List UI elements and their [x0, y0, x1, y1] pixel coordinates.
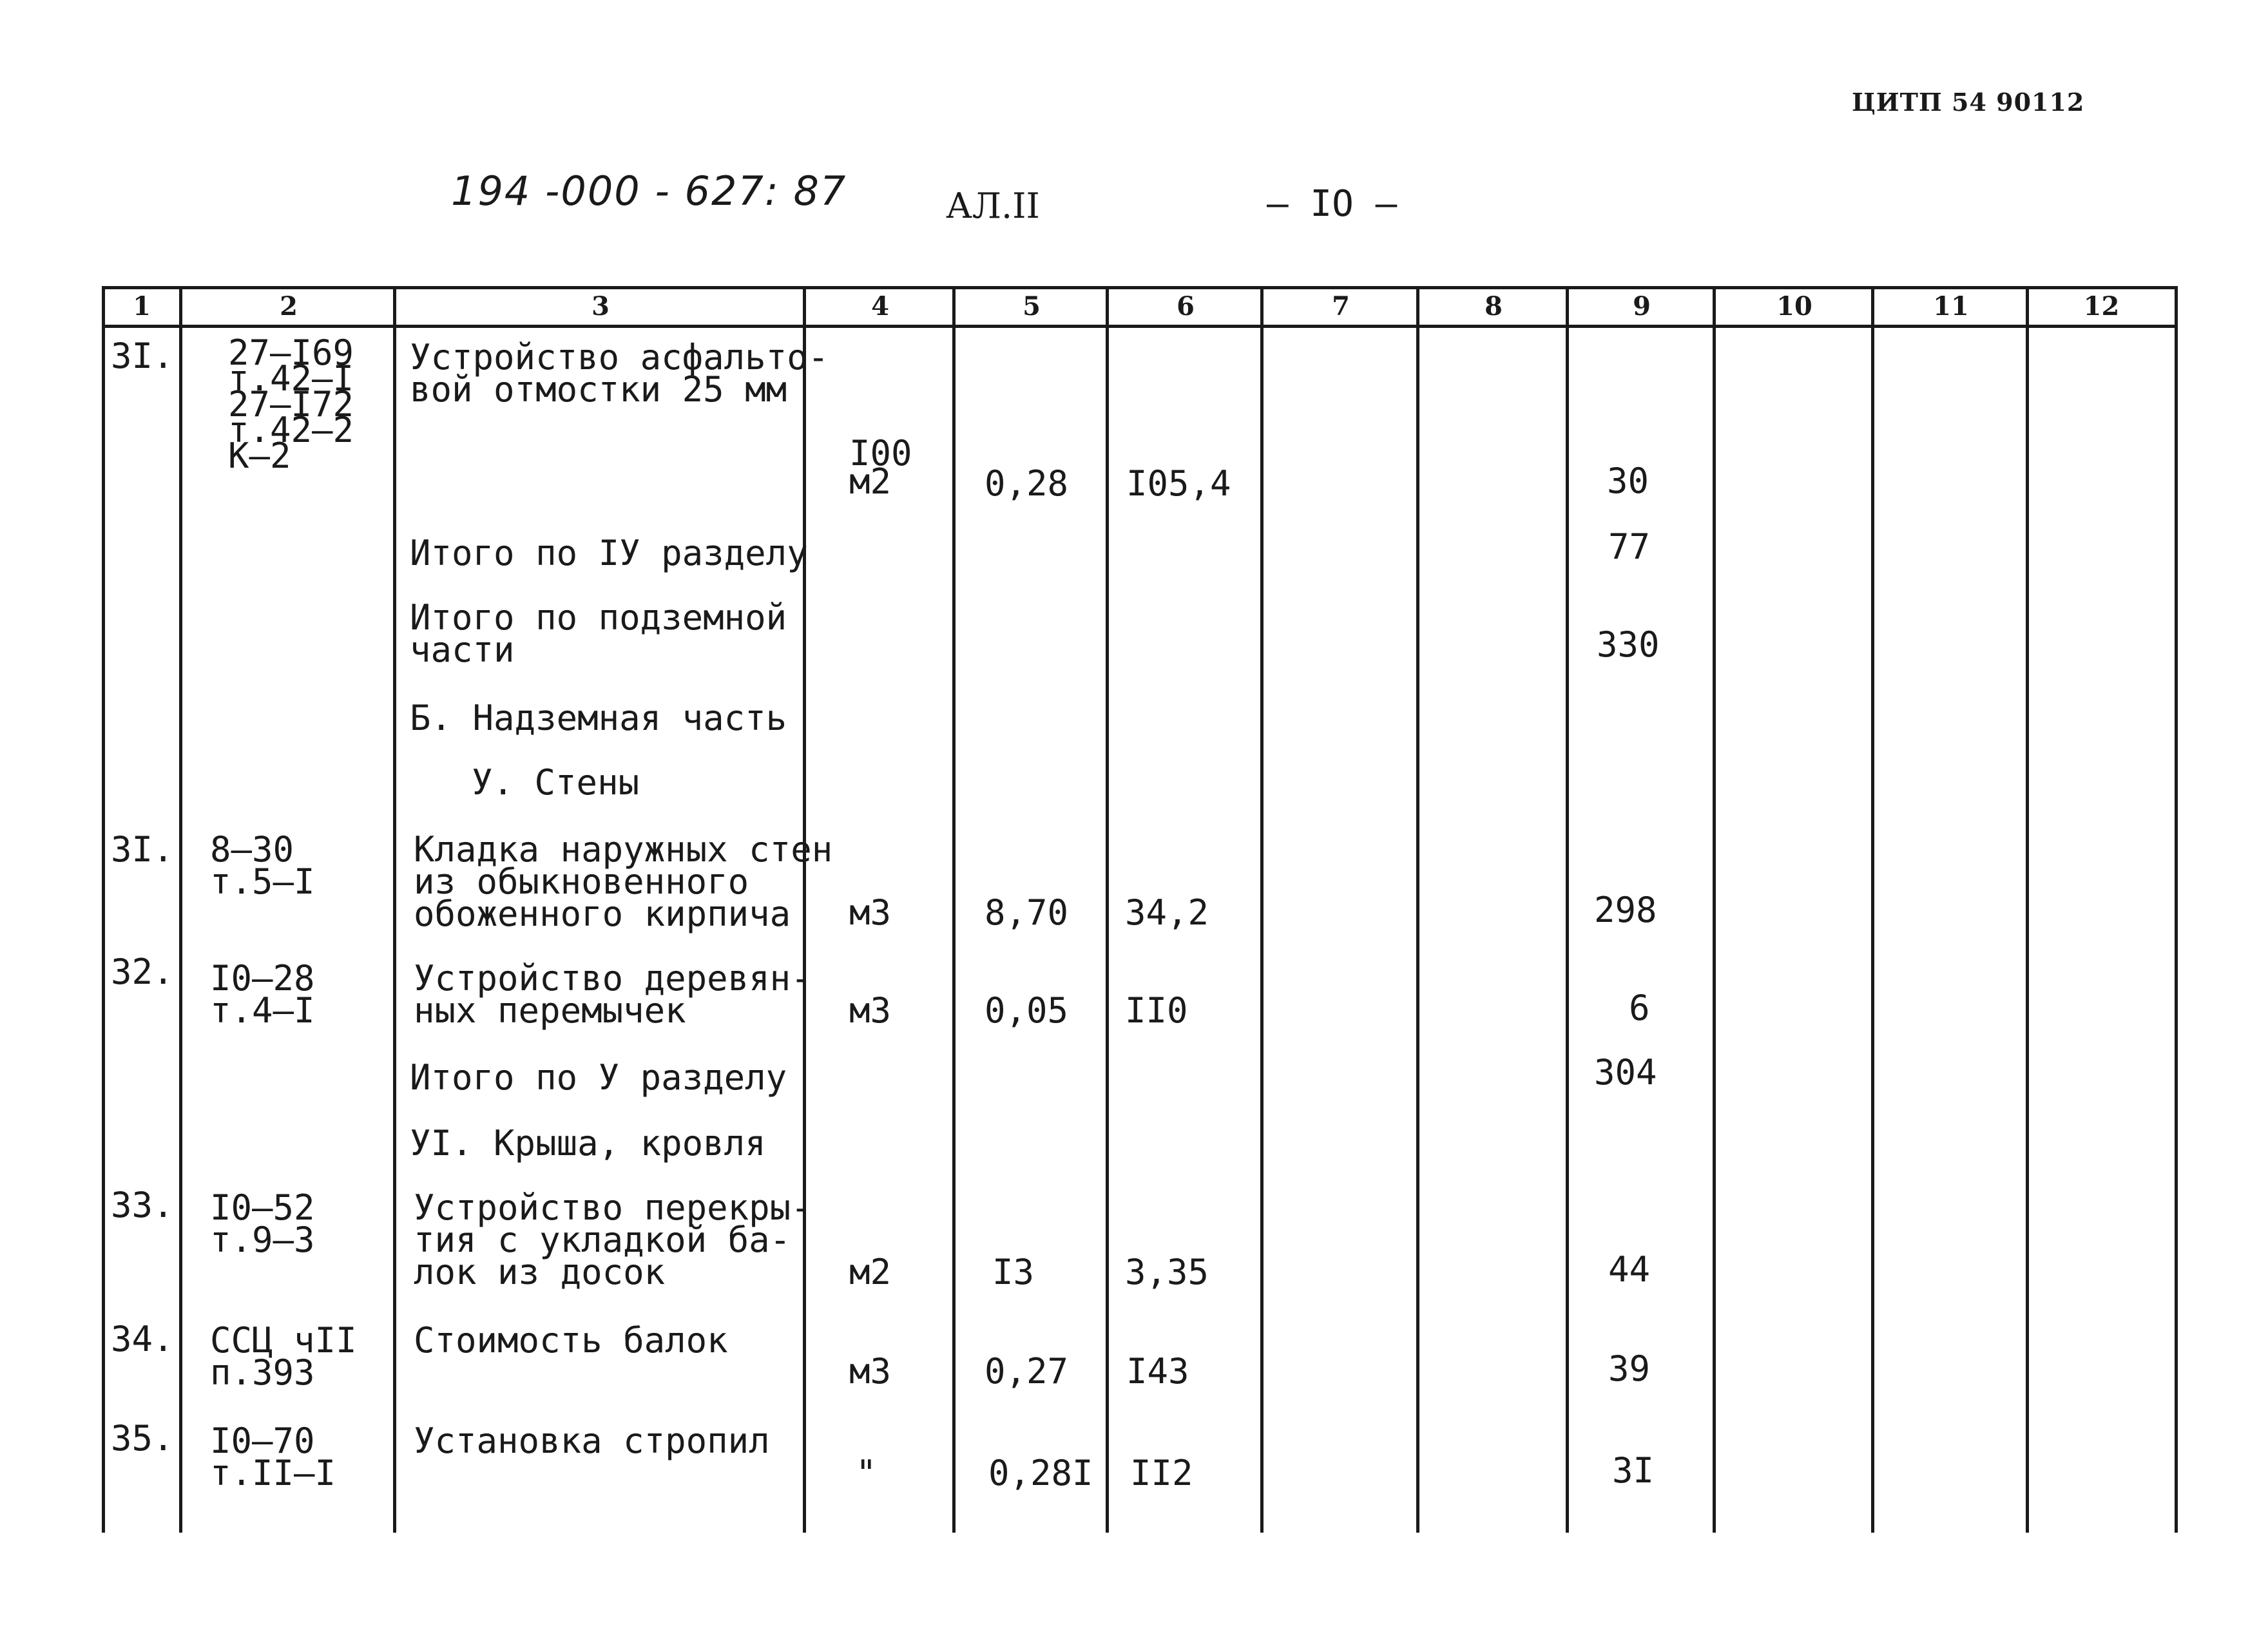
work-description: Итого по IУ разделу: [410, 533, 808, 573]
column-header: 12: [2083, 291, 2120, 321]
column-header: 11: [1933, 291, 1969, 321]
column-rule: [1713, 286, 1716, 1533]
total-cost: 330: [1597, 624, 1660, 665]
work-description: Устройство асфальто- вой отмостки 25 мм: [410, 337, 829, 410]
document-number: 194 -000 - 627: 87: [451, 168, 847, 215]
column-header: 10: [1776, 291, 1812, 321]
unit: I00 м2: [849, 433, 912, 502]
album-number: АЛ.II: [946, 186, 1040, 226]
total-cost: 298: [1594, 890, 1657, 930]
row-number: 34.: [111, 1319, 174, 1359]
column-rule: [1260, 286, 1264, 1533]
norm-code: 8–30 т.5–I: [210, 829, 315, 902]
norm-code: 27–I69 т.42–I 27–I72 т.42–2 К–2: [228, 332, 354, 476]
work-description: Устройство перекры- тия с укладкой ба- лок из досок: [414, 1187, 812, 1292]
section-heading: Б. Надземная часть: [410, 698, 787, 738]
work-description: Кладка наружных стен из обыкновенного обоженного кирпича: [414, 829, 833, 934]
unit-price: I43: [1126, 1351, 1189, 1392]
quantity: 0,27: [985, 1351, 1069, 1392]
row-number: 32.: [111, 952, 174, 992]
column-rule: [952, 286, 956, 1533]
document-stamp: ЦИТП 54 90112: [1852, 88, 2085, 117]
total-cost: 30: [1607, 461, 1649, 501]
quantity: 0,28: [985, 463, 1069, 504]
work-description: Стоимость балок: [414, 1320, 728, 1361]
column-header: 7: [1332, 291, 1350, 321]
column-header: 5: [1023, 291, 1041, 321]
column-rule: [393, 286, 396, 1533]
norm-code: I0–52 т.9–3: [210, 1187, 315, 1260]
work-description: Устройство деревян- ных перемычек: [414, 958, 812, 1031]
row-number: 3I.: [111, 336, 174, 376]
unit-price: 3,35: [1125, 1252, 1209, 1292]
column-header: 4: [871, 291, 889, 321]
total-cost: 44: [1608, 1249, 1651, 1290]
quantity: 0,05: [985, 990, 1069, 1031]
total-cost: 3I: [1612, 1450, 1655, 1491]
unit: м3: [849, 990, 892, 1031]
work-description: Итого по подземной части: [410, 597, 787, 670]
column-rule: [102, 286, 105, 1533]
quantity: 0,28I: [988, 1453, 1093, 1493]
unit-price: II2: [1130, 1453, 1193, 1493]
work-description: Итого по У разделу: [410, 1057, 787, 1098]
row-number: 35.: [111, 1418, 174, 1459]
quantity: 8,70: [985, 892, 1069, 933]
column-header: 8: [1485, 291, 1503, 321]
column-header: 1: [133, 291, 151, 321]
column-rule: [1106, 286, 1109, 1533]
total-cost: 39: [1608, 1348, 1651, 1389]
column-rule: [2026, 286, 2029, 1533]
total-cost: 6: [1629, 988, 1650, 1028]
column-header: 6: [1177, 291, 1195, 321]
column-header: 3: [591, 291, 610, 321]
section-heading: УI. Крыша, кровля: [410, 1123, 766, 1164]
norm-code: ССЦ чII п.393: [210, 1320, 357, 1393]
unit: м3: [849, 892, 892, 933]
column-header: 9: [1633, 291, 1651, 321]
column-header: 2: [280, 291, 298, 321]
column-rule: [1871, 286, 1874, 1533]
row-number: 3I.: [111, 829, 174, 870]
column-rule: [2175, 286, 2178, 1533]
column-rule: [1566, 286, 1569, 1533]
quantity: I3: [992, 1252, 1035, 1292]
total-cost: 77: [1608, 526, 1651, 567]
norm-code: I0–70 т.II–I: [210, 1421, 336, 1493]
norm-code: I0–28 т.4–I: [210, 958, 315, 1031]
row-number: 33.: [111, 1185, 174, 1225]
unit: ": [856, 1453, 877, 1493]
unit-price: I05,4: [1126, 463, 1231, 504]
total-cost: 304: [1594, 1052, 1657, 1093]
column-rule: [1416, 286, 1419, 1533]
unit-price: 34,2: [1125, 892, 1209, 933]
work-description: Установка стропил: [414, 1421, 770, 1461]
column-rule: [179, 286, 182, 1533]
unit: м2: [849, 1252, 892, 1292]
unit-price: II0: [1125, 990, 1188, 1031]
unit: м3: [849, 1351, 892, 1392]
page-number: – IO –: [1267, 183, 1398, 225]
section-heading: У. Стены: [472, 762, 640, 803]
estimate-table: [102, 286, 2178, 1533]
